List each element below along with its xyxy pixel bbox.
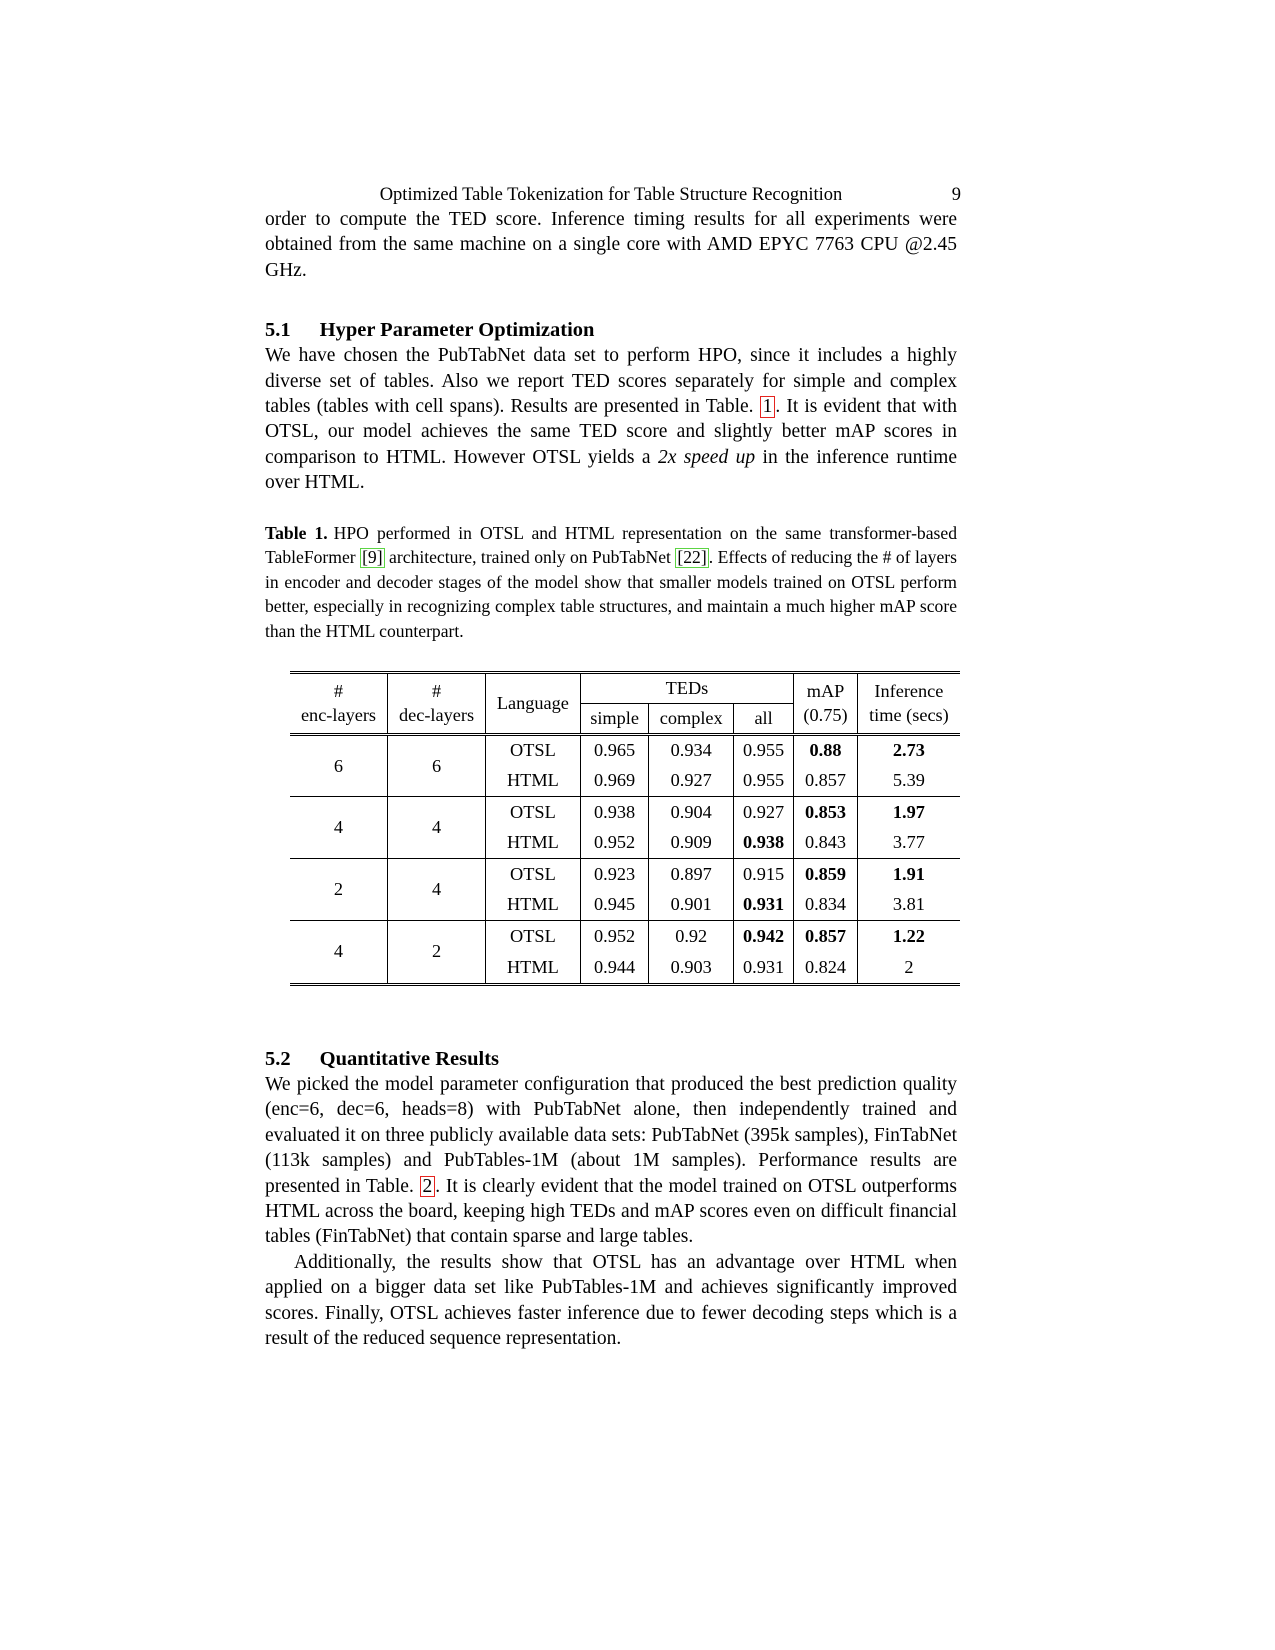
dec-layers-cell: 4 bbox=[388, 859, 486, 921]
value-cell: 0.938 bbox=[733, 828, 793, 859]
value-cell: 0.965 bbox=[580, 735, 649, 766]
running-head bbox=[265, 183, 961, 207]
enc-layers-cell: 2 bbox=[290, 859, 388, 921]
value-cell: 0.923 bbox=[580, 859, 649, 890]
caption-text: architecture, trained only on PubTabNet bbox=[384, 547, 676, 568]
value-cell: 0.931 bbox=[733, 952, 793, 983]
paragraph-text: in the inference runtime over HTML. bbox=[265, 446, 957, 494]
column-header-complex: complex bbox=[649, 704, 734, 735]
enc-layers-cell: 4 bbox=[290, 921, 388, 983]
language-cell: HTML bbox=[486, 890, 581, 921]
value-cell: 0.969 bbox=[580, 766, 649, 797]
value-cell: 0.909 bbox=[649, 828, 734, 859]
language-cell: OTSL bbox=[486, 859, 581, 890]
caption-text: HPO performed in OTSL and HTML representation on the same transformer-based TableFormer bbox=[265, 522, 957, 568]
value-cell: 0.88 bbox=[794, 735, 858, 766]
section-heading-5-2 bbox=[265, 1046, 957, 1072]
section-number: 5.2 bbox=[265, 1047, 291, 1070]
paragraph-text: We picked the model parameter configuration that produced the best prediction quality (enc=6, dec=6, heads=8) with PubTabNet alone, then independently trained and evaluated it on three publicly available data sets: PubTabNet (395k samples), FinTabNet (113k samples) and PubTables-1M (about 1M samples). Performance results are presented in Table. bbox=[265, 1073, 957, 1197]
intro-paragraph: order to compute the TED score. Inference timing results for all experiments were obtained from the same machine on a single core with AMD EPYC 7763 CPU @2.45 GHz. bbox=[265, 209, 957, 281]
results-table-body bbox=[290, 735, 960, 983]
value-cell: 0.952 bbox=[580, 828, 649, 859]
value-cell: 0.834 bbox=[794, 890, 858, 921]
value-cell: 0.955 bbox=[733, 766, 793, 797]
column-header-map: mAP (0.75) bbox=[794, 674, 858, 735]
value-cell: 0.853 bbox=[794, 797, 858, 828]
value-cell: 0.859 bbox=[794, 859, 858, 890]
table-row bbox=[290, 735, 960, 766]
section-title: Hyper Parameter Optimization bbox=[319, 319, 595, 342]
section-5-2-paragraph-2: Additionally, the results show that OTSL has an advantage over HTML when applied on a bigger data set like PubTables-1M and achieves significantly improved scores. Finally, OTSL achieves faster inference due to fewer decoding steps which is a result of the reduced sequence representation. bbox=[265, 1251, 957, 1349]
table-row bbox=[290, 921, 960, 952]
language-cell: OTSL bbox=[486, 797, 581, 828]
paragraph-text: . It is clearly evident that the model trained on OTSL outperforms HTML across the board, keeping high TEDs and mAP scores even on difficult financial tables (FinTabNet) that contain sparse and large tables. bbox=[265, 1175, 958, 1248]
table-row bbox=[290, 859, 960, 890]
text-column bbox=[265, 0, 961, 1351]
caption-text: . Effects of reducing the # of layers in encoder and decoder stages of the model show that smaller models trained on OTSL perform better, especially in recognizing complex table structures, and maintain a much higher mAP score than the HTML counterpart. bbox=[265, 547, 957, 642]
value-cell: 0.904 bbox=[649, 797, 734, 828]
section-title: Quantitative Results bbox=[319, 1047, 499, 1070]
column-header-all: all bbox=[733, 704, 793, 735]
dec-layers-cell: 6 bbox=[388, 735, 486, 797]
results-table bbox=[290, 674, 960, 983]
enc-layers-cell: 4 bbox=[290, 797, 388, 859]
language-cell: HTML bbox=[486, 828, 581, 859]
value-cell: 0.945 bbox=[580, 890, 649, 921]
enc-layers-cell: 6 bbox=[290, 735, 388, 797]
value-cell: 0.934 bbox=[649, 735, 734, 766]
table-1-caption bbox=[265, 521, 957, 644]
language-cell: OTSL bbox=[486, 921, 581, 952]
column-header-enc-layers: # enc-layers bbox=[290, 674, 388, 735]
language-cell: HTML bbox=[486, 766, 581, 797]
emphasized-text: 2x speed up bbox=[657, 446, 756, 468]
value-cell: 0.942 bbox=[733, 921, 793, 952]
value-cell: 0.92 bbox=[649, 921, 734, 952]
dec-layers-cell: 2 bbox=[388, 921, 486, 983]
language-cell: HTML bbox=[486, 952, 581, 983]
dec-layers-cell: 4 bbox=[388, 797, 486, 859]
value-cell: 0.857 bbox=[794, 766, 858, 797]
value-cell: 3.81 bbox=[857, 890, 960, 921]
citation-link-22[interactable]: [22] bbox=[677, 547, 707, 568]
value-cell: 0.843 bbox=[794, 828, 858, 859]
value-cell: 0.955 bbox=[733, 735, 793, 766]
section-number: 5.1 bbox=[265, 319, 291, 342]
value-cell: 5.39 bbox=[857, 766, 960, 797]
value-cell: 1.22 bbox=[857, 921, 960, 952]
value-cell: 0.915 bbox=[733, 859, 793, 890]
column-header-simple: simple bbox=[580, 704, 649, 735]
column-header-language: Language bbox=[486, 674, 581, 735]
table-row bbox=[290, 797, 960, 828]
value-cell: 0.944 bbox=[580, 952, 649, 983]
paragraph-text: . It is evident that with OTSL, our model achieves the same TED score and slightly better mAP scores in comparison to HTML. However OTSL yields a bbox=[265, 396, 957, 468]
value-cell: 0.938 bbox=[580, 797, 649, 828]
column-header-dec-layers: # dec-layers bbox=[388, 674, 486, 735]
value-cell: 0.927 bbox=[649, 766, 734, 797]
section-5-2-paragraph-1 bbox=[265, 1072, 957, 1250]
value-cell: 0.903 bbox=[649, 952, 734, 983]
results-table-wrapper bbox=[290, 671, 960, 986]
value-cell: 3.77 bbox=[857, 828, 960, 859]
language-cell: OTSL bbox=[486, 735, 581, 766]
table-2-reference-link[interactable]: 2 bbox=[420, 1176, 436, 1198]
section-heading-5-1 bbox=[265, 317, 957, 343]
value-cell: 0.824 bbox=[794, 952, 858, 983]
value-cell: 0.857 bbox=[794, 921, 858, 952]
section-5-1-paragraph bbox=[265, 343, 957, 495]
value-cell: 0.897 bbox=[649, 859, 734, 890]
column-header-teds: TEDs bbox=[580, 674, 793, 704]
value-cell: 2.73 bbox=[857, 735, 960, 766]
page-number: 9 bbox=[951, 185, 961, 205]
value-cell: 2 bbox=[857, 952, 960, 983]
caption-label: Table 1. bbox=[265, 522, 328, 543]
value-cell: 0.952 bbox=[580, 921, 649, 952]
value-cell: 0.931 bbox=[733, 890, 793, 921]
value-cell: 0.901 bbox=[649, 890, 734, 921]
paragraph-text: We have chosen the PubTabNet data set to perform HPO, since it includes a highly diverse set of tables. Also we report TED scores separately for simple and complex tables (tables with cell spans). Results are presented in Table. bbox=[265, 345, 957, 418]
value-cell: 0.927 bbox=[733, 797, 793, 828]
running-head-title: Optimized Table Tokenization for Table Structure Recognition bbox=[379, 185, 843, 205]
citation-link-9[interactable]: [9] bbox=[362, 547, 383, 568]
column-header-inference: Inference time (secs) bbox=[857, 674, 960, 735]
results-table-header bbox=[290, 674, 960, 735]
value-cell: 1.97 bbox=[857, 797, 960, 828]
table-1-reference-link[interactable]: 1 bbox=[760, 396, 776, 418]
value-cell: 1.91 bbox=[857, 859, 960, 890]
